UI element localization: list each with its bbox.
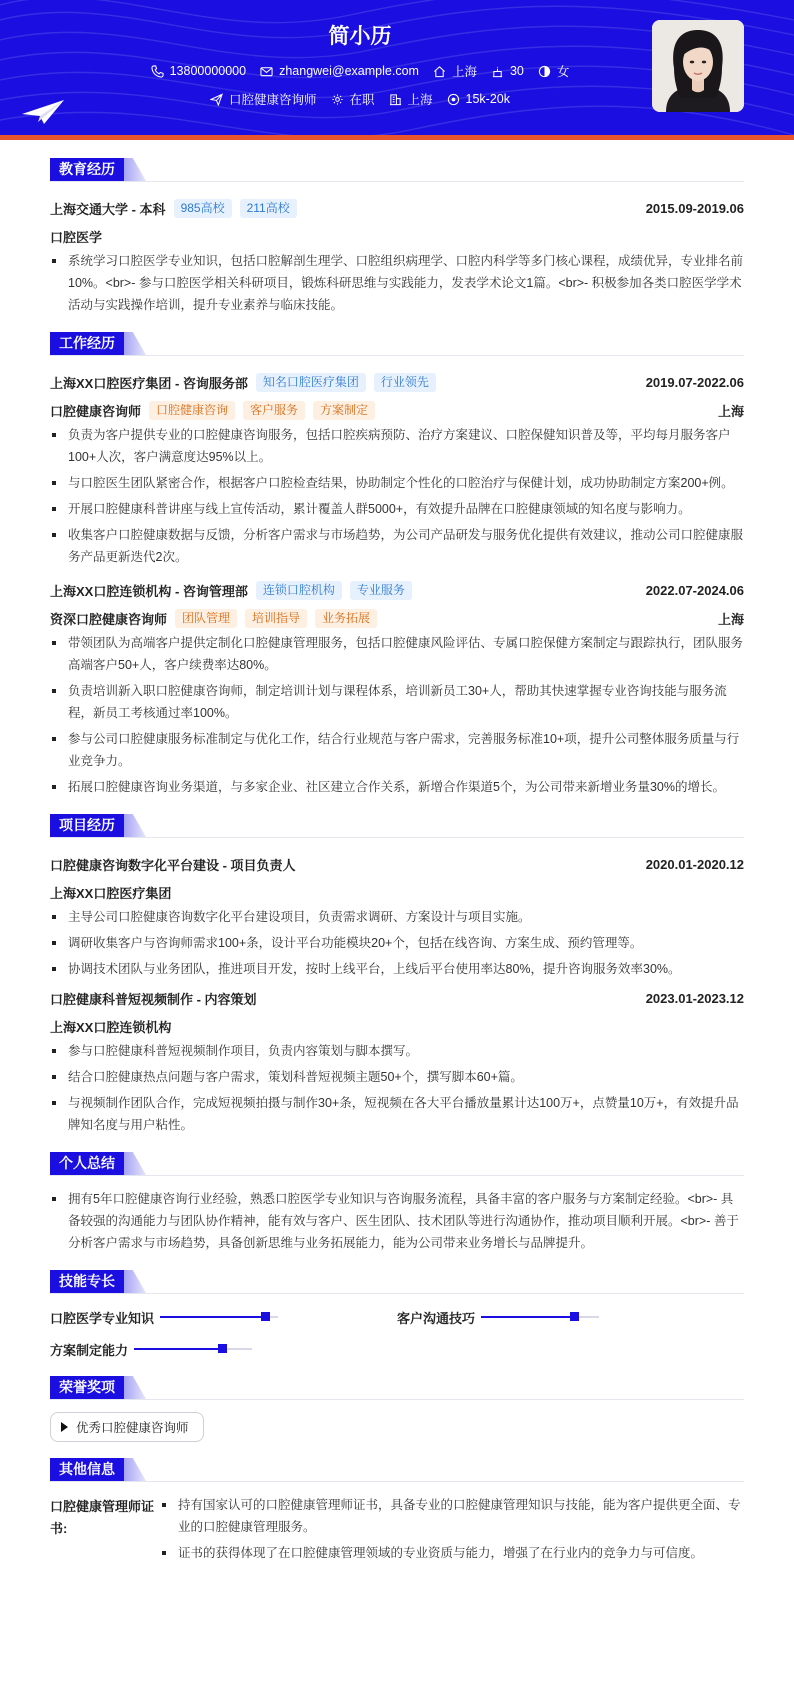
project-name: 口腔健康科普短视频制作 - 内容策划 xyxy=(50,991,257,1007)
project-date: 2020.01-2020.12 xyxy=(645,856,744,872)
education-entry-header xyxy=(50,194,744,222)
project-bullets xyxy=(50,1040,744,1136)
work-section xyxy=(50,332,744,798)
company-tag: 行业领先 xyxy=(374,373,436,392)
role-tag: 业务拓展 xyxy=(315,609,377,628)
list-item: 证书的获得体现了在口腔健康管理领域的专业资质与能力，增强了在行业内的竞争力与可信度。 xyxy=(160,1542,744,1564)
skill-bar-knob xyxy=(261,1312,270,1321)
project-entry-header xyxy=(50,850,744,878)
project-entry-left xyxy=(50,989,257,1008)
education-date: 2015.09-2019.06 xyxy=(645,200,744,216)
skill-name: 口腔医学专业知识 xyxy=(50,1310,155,1326)
work-entry-left xyxy=(50,373,436,392)
skill-bar-knob xyxy=(218,1344,227,1353)
list-item: 与口腔医生团队紧密合作，根据客户口腔检查结果，协助制定个性化的口腔治疗与保健计划，成功协助制定方案200+例。 xyxy=(50,472,744,494)
role-tag: 培训指导 xyxy=(245,609,307,628)
company-tag: 连锁口腔机构 xyxy=(256,581,342,600)
skill-bar xyxy=(160,1316,278,1318)
company-tag: 知名口腔医疗集团 xyxy=(256,373,366,392)
list-item: 持有国家认可的口腔健康管理师证书，具备专业的口腔健康管理知识与技能，能为客户提供更全面、专业的口腔健康管理服务。 xyxy=(160,1494,744,1538)
phone-text: 13800000000 xyxy=(169,64,247,78)
list-item: 与视频制作团队合作，完成短视频拍摄与制作30+条，短视频在各大平台播放量累计达100万+，点赞量10万+，有效提升品牌知名度与用户粘性。 xyxy=(50,1092,744,1136)
location-item xyxy=(433,62,477,80)
list-item: 结合口腔健康热点问题与客户需求，策划科普短视频主题50+个，撰写脚本60+篇。 xyxy=(50,1066,744,1088)
email-text: zhangwei@example.com xyxy=(279,64,419,78)
other-title: 其他信息 xyxy=(50,1458,124,1481)
work-role-left xyxy=(50,401,375,420)
work-role-row xyxy=(50,396,744,424)
school-tag: 985高校 xyxy=(174,199,232,218)
summary-section xyxy=(50,1152,744,1254)
awards-title: 荣誉奖项 xyxy=(50,1376,124,1399)
city-item xyxy=(389,90,433,108)
list-item: 参与公司口腔健康服务标准制定与优化工作，结合行业规范与客户需求，完善服务标准10+项，提升公司整体服务质量与行业竞争力。 xyxy=(50,728,744,772)
work-entry-left xyxy=(50,581,412,600)
other-info xyxy=(50,1494,744,1568)
other-bullets xyxy=(160,1494,744,1568)
skills-section xyxy=(50,1270,744,1360)
project-title: 项目经历 xyxy=(50,814,124,837)
skills-section-header xyxy=(50,1270,744,1294)
age-text: 30 xyxy=(509,64,524,78)
education-entry-left xyxy=(50,199,297,218)
skill-name: 客户沟通技巧 xyxy=(397,1310,476,1326)
home-icon xyxy=(433,65,446,78)
education-section xyxy=(50,158,744,316)
work-section-header xyxy=(50,332,744,356)
skill-item xyxy=(50,1338,397,1360)
summary-section-header xyxy=(50,1152,744,1176)
list-item: 拥有5年口腔健康咨询行业经验，熟悉口腔医学专业知识与咨询服务流程，具备丰富的客户服务与方案制定经验。<br>- 具备较强的沟通能力与团队协作精神，能有效与客户、医生团队、技术团队等进行沟通协作，推动项目顺利开展。<br>- 善于分析客户需求与市场趋势，具备创新思维与业务拓展能力，能为公司带来业务增长与品牌提升。 xyxy=(50,1188,744,1254)
phone-item xyxy=(151,62,246,80)
skill-item xyxy=(397,1306,744,1328)
list-item: 系统学习口腔医学专业知识，包括口腔解剖生理学、口腔组织病理学、口腔内科学等多门核心课程，成绩优异，专业排名前10%。<br>- 参与口腔医学相关科研项目，锻炼科研思维与实践能力，发表学术论文1篇。<br>- 积极参加各类口腔医学学术活动与实践操作培训，提升专业素养与临床技能。 xyxy=(50,250,744,316)
education-bullets xyxy=(50,250,744,316)
summary-title: 个人总结 xyxy=(50,1152,124,1175)
status-text: 在职 xyxy=(349,93,375,107)
project-org: 上海XX口腔医疗集团 xyxy=(50,885,172,901)
list-item: 开展口腔健康科普讲座与线上宣传活动，累计覆盖人群5000+，有效提升品牌在口腔健康领域的知名度与影响力。 xyxy=(50,498,744,520)
list-item: 收集客户口腔健康数据与反馈，分析客户需求与市场趋势，为公司产品研发与服务优化提供有效建议，推动公司口腔健康服务产品更新迭代2次。 xyxy=(50,524,744,568)
work-date: 2019.07-2022.06 xyxy=(645,374,744,390)
mail-icon xyxy=(260,65,273,78)
other-section xyxy=(50,1458,744,1568)
project-entry-header xyxy=(50,984,744,1012)
money-icon xyxy=(447,93,460,106)
summary-bullets xyxy=(50,1188,744,1254)
candidate-name: 简小历 xyxy=(328,25,392,48)
gender-icon xyxy=(538,65,551,78)
email-item xyxy=(260,62,419,80)
role-tag: 方案制定 xyxy=(313,401,375,420)
contact-row xyxy=(0,62,720,80)
skill-bar-fill xyxy=(160,1316,266,1318)
work-role-left xyxy=(50,609,377,628)
status-item xyxy=(331,90,375,108)
work-location: 上海 xyxy=(717,403,744,419)
award-text: 优秀口腔健康咨询师 xyxy=(76,1421,189,1435)
list-item: 参与口腔健康科普短视频制作项目，负责内容策划与脚本撰写。 xyxy=(50,1040,744,1062)
company-name: 上海XX口腔医疗集团 - 咨询服务部 xyxy=(50,375,248,391)
company-tag: 专业服务 xyxy=(350,581,412,600)
skills-list xyxy=(50,1306,744,1360)
skill-name: 方案制定能力 xyxy=(50,1342,129,1358)
job-row xyxy=(0,90,720,108)
resume-header xyxy=(0,0,794,140)
skill-bar xyxy=(134,1348,252,1350)
company-name: 上海XX口腔连锁机构 - 咨询管理部 xyxy=(50,583,248,599)
project-org: 上海XX口腔连锁机构 xyxy=(50,1019,172,1035)
building-icon xyxy=(389,93,402,106)
awards-section-header xyxy=(50,1376,744,1400)
role-tag: 团队管理 xyxy=(175,609,237,628)
education-section-header xyxy=(50,158,744,182)
work-title: 工作经历 xyxy=(50,332,124,355)
send-icon xyxy=(210,93,223,106)
major: 口腔医学 xyxy=(50,229,103,245)
salary-text: 15k-20k xyxy=(465,92,511,106)
project-date: 2023.01-2023.12 xyxy=(645,990,744,1006)
list-item: 调研收集客户与咨询师需求100+条，设计平台功能模块20+个，包括在线咨询、方案生成、预约管理等。 xyxy=(50,932,744,954)
project-entry xyxy=(50,850,744,980)
role-name: 资深口腔健康咨询师 xyxy=(50,611,168,627)
cake-icon xyxy=(491,65,504,78)
project-section xyxy=(50,814,744,1136)
school-tag: 211高校 xyxy=(240,199,297,218)
other-section-header xyxy=(50,1458,744,1482)
project-name: 口腔健康咨询数字化平台建设 - 项目负责人 xyxy=(50,857,296,873)
role-tag: 口腔健康咨询 xyxy=(149,401,235,420)
play-icon xyxy=(61,1422,68,1432)
role-tag: 客户服务 xyxy=(243,401,305,420)
gear-icon xyxy=(331,93,344,106)
project-section-header xyxy=(50,814,744,838)
role-name: 口腔健康咨询师 xyxy=(50,403,142,419)
phone-icon xyxy=(151,65,164,78)
skill-bar xyxy=(481,1316,599,1318)
awards-section xyxy=(50,1376,744,1442)
award-item xyxy=(50,1412,204,1442)
work-role-row xyxy=(50,604,744,632)
list-item: 拓展口腔健康咨询业务渠道，与多家企业、社区建立合作关系，新增合作渠道5个，为公司带来新增业务量30%的增长。 xyxy=(50,776,744,798)
list-item: 负责为客户提供专业的口腔健康咨询服务，包括口腔疾病预防、治疗方案建议、口腔保健知识普及等，平均每月服务客户100+人次，客户满意度达95%以上。 xyxy=(50,424,744,468)
city-text: 上海 xyxy=(407,93,433,107)
work-date: 2022.07-2024.06 xyxy=(645,582,744,598)
skill-bar-knob xyxy=(570,1312,579,1321)
location-text: 上海 xyxy=(451,65,477,79)
skills-title: 技能专长 xyxy=(50,1270,124,1293)
profile-photo xyxy=(652,20,744,112)
list-item: 带领团队为高端客户提供定制化口腔健康管理服务，包括口腔健康风险评估、专属口腔保健方案制定与跟踪执行，团队服务高端客户50+人，客户续费率达80%。 xyxy=(50,632,744,676)
resume-body xyxy=(0,140,794,1568)
list-item: 负责培训新入职口腔健康咨询师，制定培训计划与课程体系，培训新员工30+人，帮助其快速掌握专业咨询技能与服务流程，新员工考核通过率100%。 xyxy=(50,680,744,724)
work-entry xyxy=(50,576,744,798)
work-entry-header xyxy=(50,576,744,604)
list-item: 主导公司口腔健康咨询数字化平台建设项目，负责需求调研、方案设计与项目实施。 xyxy=(50,906,744,928)
header-accent-stripe xyxy=(0,135,794,140)
skill-bar-fill xyxy=(134,1348,223,1350)
project-bullets xyxy=(50,906,744,980)
work-entry-header xyxy=(50,368,744,396)
work-bullets xyxy=(50,424,744,568)
work-bullets xyxy=(50,632,744,798)
project-entry xyxy=(50,984,744,1136)
skill-item xyxy=(50,1306,397,1328)
work-location: 上海 xyxy=(717,611,744,627)
project-entry-left xyxy=(50,855,296,874)
gender-item xyxy=(538,62,570,80)
work-entry xyxy=(50,368,744,568)
age-item xyxy=(491,62,524,80)
salary-item xyxy=(447,90,510,108)
skill-bar-fill xyxy=(481,1316,575,1318)
job-text: 口腔健康咨询师 xyxy=(228,93,317,107)
education-title: 教育经历 xyxy=(50,158,124,181)
school-name: 上海交通大学 - 本科 xyxy=(50,201,166,217)
job-item xyxy=(210,90,317,108)
other-label: 口腔健康管理师证书: xyxy=(50,1499,155,1536)
list-item: 协调技术团队与业务团队，推进项目开发，按时上线平台，上线后平台使用率达80%，提升咨询服务效率30%。 xyxy=(50,958,744,980)
portrait-image xyxy=(652,20,744,112)
gender-text: 女 xyxy=(556,65,570,79)
